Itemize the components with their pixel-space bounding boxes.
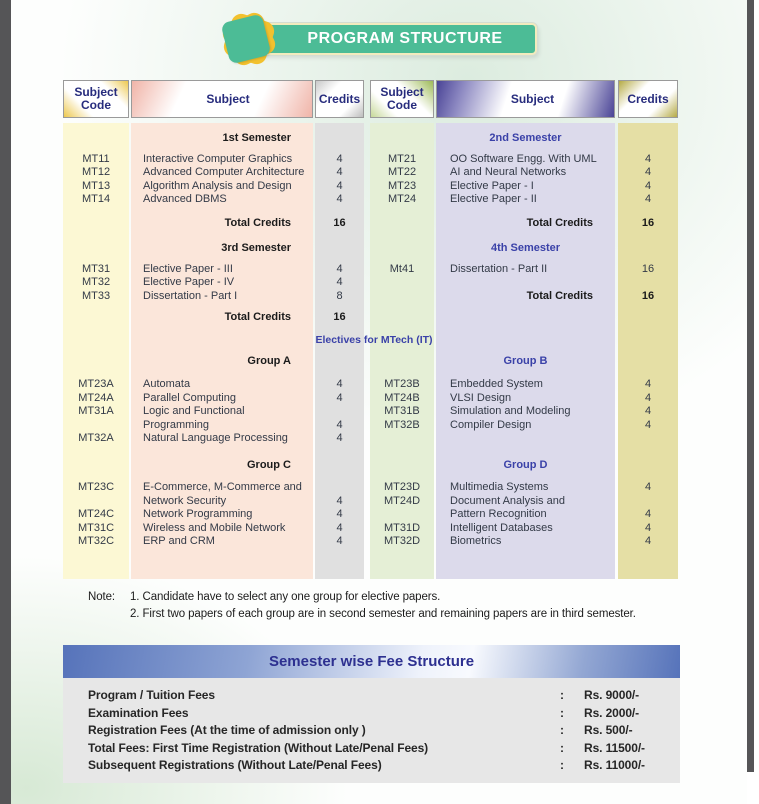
subject-code-cell: MT23 [387,179,417,192]
credits-cell [315,481,364,495]
subject-cell: Algorithm Analysis and Design [143,179,292,192]
table-header-row [63,80,680,118]
fee-structure-banner [63,645,680,678]
subject-cell: Elective Paper - I [450,179,534,192]
subject-cell: Intelligent Databases [450,521,553,534]
subject-cell: ERP and CRM [143,535,215,547]
credits-cell: 16 [333,216,346,229]
subject-code-cell: Mt41 [389,262,415,275]
credits-cell: 4 [644,418,652,431]
column-header: Subject Code [63,80,129,118]
subject-cell: Document Analysis and [450,494,565,507]
subject-code-cell: MT12 [81,166,111,178]
credits-cell [315,459,364,473]
page-title: PROGRAM STRUCTURE [307,30,503,47]
spacer-row [63,368,680,378]
subject-code-cell: MT13 [81,179,111,192]
subject-code-cell [63,132,129,146]
subject-code-cell: MT14 [81,193,111,205]
column-header: Subject Code [370,80,434,118]
fee-colon: : [560,705,564,720]
fee-row [88,687,680,705]
subject-cell: E-Commerce, M-Commerce and [143,481,302,493]
section-title: 3rd Semester [221,242,291,254]
section-title: 1st Semester [222,132,291,144]
starburst-icon [218,10,280,70]
subject-cell: Parallel Computing [143,391,236,404]
fee-value: Rs. 11500/- [584,740,645,755]
subject-code-cell: MT31D [383,521,421,534]
spacer-row [63,303,680,311]
credits-cell [315,405,364,419]
spacer-row [63,347,680,355]
credits-cell: 4 [336,391,343,404]
subject-code-cell [63,459,129,473]
table-row [63,355,680,369]
credits-cell: 4 [644,166,652,178]
note-line: 1. Candidate have to select any one group for elective papers. [130,591,441,603]
subject-code-cell: MT24B [384,391,420,404]
subject-cell: Simulation and Modeling [450,405,571,417]
table-row [63,180,680,194]
subject-code-cell: MT23D [383,481,421,493]
credits-cell: 4 [644,535,652,547]
fee-colon: : [560,740,564,755]
spacer-row [63,207,680,217]
fee-label: Registration Fees (At the time of admission only ) [88,723,366,737]
credits-cell [315,132,364,146]
spacer-row [63,472,680,481]
subject-cell: Network Programming [143,508,253,520]
section-title: Group A [247,354,291,367]
credits-cell: 8 [336,289,343,302]
credits-cell: 16 [641,289,655,302]
electives-heading-row [63,333,680,347]
subject-cell: Embedded System [450,378,543,390]
subject-code-cell: MT11 [82,152,110,165]
table-row [63,535,680,549]
credits-cell: 4 [336,494,343,507]
fee-colon: : [560,758,564,772]
fee-value: Rs. 11000/- [584,758,645,772]
subject-code-cell: MT31B [384,405,420,417]
credits-cell: 4 [644,405,652,417]
subject-code-cell: MT31C [77,521,115,534]
note-label: Note: [88,591,115,603]
subject-code-cell [370,508,434,522]
fee-row [88,757,680,775]
subject-cell [436,432,615,446]
spacer-row [63,549,680,569]
fee-row [88,740,680,758]
spacer-row [63,325,680,333]
subject-cell: Elective Paper - IV [143,276,235,288]
table-row [63,263,680,277]
total-label: Total Credits [224,311,291,323]
column-header: Subject [436,80,615,118]
spacer-row [63,256,680,263]
subject-code-cell: MT31 [81,262,111,275]
credits-cell: 4 [336,535,343,547]
table-row [63,419,680,433]
table-row [63,432,680,446]
subject-code-cell [63,495,129,509]
right-edge-bar [747,0,754,772]
subject-code-cell [370,276,434,290]
subject-code-cell [370,290,434,304]
electives-label: Electives for MTech (IT) [315,333,433,346]
credits-cell: 16 [641,262,655,275]
credits-cell [618,495,678,509]
credits-cell [315,242,364,256]
subject-cell: Network Security [143,494,227,507]
credits-cell: 4 [336,432,343,444]
section-title: Group C [247,458,291,471]
credits-cell: 4 [644,179,652,192]
subject-code-cell: MT24C [77,508,115,520]
table-row [63,276,680,290]
subject-cell: Elective Paper - II [450,193,537,205]
credits-cell: 4 [644,521,652,534]
table-row [63,459,680,473]
credits-cell: 4 [336,262,343,275]
subject-cell: Compiler Design [450,418,532,431]
credits-cell [618,276,678,290]
subject-cell: Dissertation - Part I [143,289,238,302]
credits-cell [618,311,678,325]
subject-cell: OO Software Engg. With UML [450,152,597,165]
note-lines [130,589,683,622]
subject-code-cell [370,355,434,369]
spacer-row [63,230,680,242]
section-title: Group D [503,458,548,471]
subject-cell: Elective Paper - III [143,262,233,275]
subject-cell: Biometrics [450,535,502,547]
table-row [63,495,680,509]
spacer-row [63,123,680,132]
subject-code-cell: MT23C [77,481,115,493]
subject-code-cell [370,311,434,325]
subject-code-cell: MT31A [78,405,114,417]
subject-cell: Interactive Computer Graphics [143,152,293,165]
subject-cell [436,311,615,325]
credits-cell [618,355,678,369]
credits-cell [618,242,678,256]
credits-cell: 4 [336,378,343,390]
table-row [63,392,680,406]
credits-cell: 4 [336,508,343,520]
fee-value: Rs. 9000/- [584,688,640,702]
subject-cell: VLSI Design [450,391,512,404]
column-header: Credits [315,80,364,118]
spacer-row [63,446,680,459]
credits-cell: 16 [333,311,346,323]
credits-cell: 4 [644,193,652,205]
table-row [63,405,680,419]
subject-code-cell: MT32 [81,276,111,288]
credits-cell [315,355,364,369]
credits-cell: 4 [644,378,652,390]
subject-code-cell: MT32B [384,418,420,431]
left-edge-bar [0,0,11,804]
fee-label: Total Fees: First Time Registration (Without Late/Penal Fees) [88,740,429,755]
credits-cell: 4 [644,391,652,404]
subject-code-cell [370,217,434,231]
subject-code-cell [63,311,129,325]
subject-code-cell: MT24 [387,193,417,205]
credits-cell [618,132,678,146]
subject-cell: Automata [143,378,191,390]
table-row [63,290,680,304]
subject-code-cell [370,459,434,473]
credits-cell: 4 [336,276,343,288]
title-badge [245,23,537,55]
credits-cell [618,459,678,473]
credits-cell: 4 [336,193,343,205]
column-header: Credits [618,80,678,118]
subject-cell: Programming [143,418,210,431]
table-row [63,166,680,180]
credits-cell: 4 [336,166,343,178]
subject-code-cell: MT21 [387,152,417,165]
subject-code-cell [63,355,129,369]
spacer-row [63,146,680,153]
subject-cell: Natural Language Processing [143,432,288,444]
subject-cell: AI and Neural Networks [450,166,567,178]
subject-code-cell: MT23B [384,378,420,390]
fee-structure-title: Semester wise Fee Structure [268,653,475,670]
table-row [63,378,680,392]
subject-code-cell: MT32D [383,535,421,547]
credits-cell: 4 [336,521,343,534]
fee-label: Program / Tuition Fees [88,688,215,702]
total-label: Total Credits [526,216,593,229]
credits-cell: 4 [644,508,652,520]
subject-cell: Pattern Recognition [450,508,547,520]
subject-code-cell [63,419,129,433]
credits-cell [618,432,678,446]
subject-code-cell: MT24A [78,391,114,404]
total-label: Total Credits [526,289,593,302]
program-structure-table [63,80,680,579]
subject-code-cell [370,242,434,256]
fee-row [88,722,680,740]
subject-code-cell [63,217,129,231]
table-row [63,311,680,325]
subject-code-cell [370,132,434,146]
credits-cell: 4 [644,152,652,165]
fee-label: Examination Fees [88,705,189,720]
total-label: Total Credits [224,216,291,229]
credits-cell: 4 [336,152,343,165]
subject-cell [436,276,615,290]
subject-cell: Logic and Functional [143,405,245,417]
credits-cell: 4 [336,418,343,431]
table-row [63,242,680,256]
table-row [63,153,680,167]
table-row [63,132,680,146]
credits-cell: 4 [644,481,652,493]
subject-cell: Multimedia Systems [450,481,549,493]
subject-code-cell: MT24D [383,494,421,507]
section-title: Group B [503,354,548,367]
subject-code-cell: MT22 [387,166,417,178]
credits-cell: 16 [641,216,655,229]
fee-colon: : [560,723,564,737]
table-body [63,123,680,579]
table-row [63,217,680,231]
fee-row [88,705,680,723]
fee-label: Subsequent Registrations (Without Late/Penal Fees) [88,758,382,772]
subject-cell: Wireless and Mobile Network [143,521,286,534]
subject-cell: Dissertation - Part II [450,262,548,275]
note-block [63,589,683,622]
table-row [63,481,680,495]
table-rows [63,123,680,569]
subject-code-cell: MT23A [78,378,114,390]
note-line: 2. First two papers of each group are in second semester and remaining papers are in third semester. [130,607,636,620]
table-row [63,508,680,522]
column-header: Subject [131,80,313,118]
subject-code-cell: MT33 [81,289,111,302]
subject-cell: Advanced DBMS [143,193,227,205]
section-title: 4th Semester [490,242,561,254]
fee-value: Rs. 2000/- [584,705,640,720]
subject-code-cell [370,432,434,446]
fee-structure-table [63,678,680,783]
subject-code-cell [63,242,129,256]
title-banner [218,8,548,70]
fee-value: Rs. 500/- [584,723,633,737]
subject-cell: Advanced Computer Architecture [143,166,305,178]
subject-code-cell: MT32C [77,535,115,547]
credits-cell: 4 [336,179,343,192]
table-row [63,193,680,207]
section-title: 2nd Semester [489,132,562,144]
table-row [63,522,680,536]
fee-colon: : [560,688,564,702]
subject-code-cell: MT32A [78,432,114,444]
